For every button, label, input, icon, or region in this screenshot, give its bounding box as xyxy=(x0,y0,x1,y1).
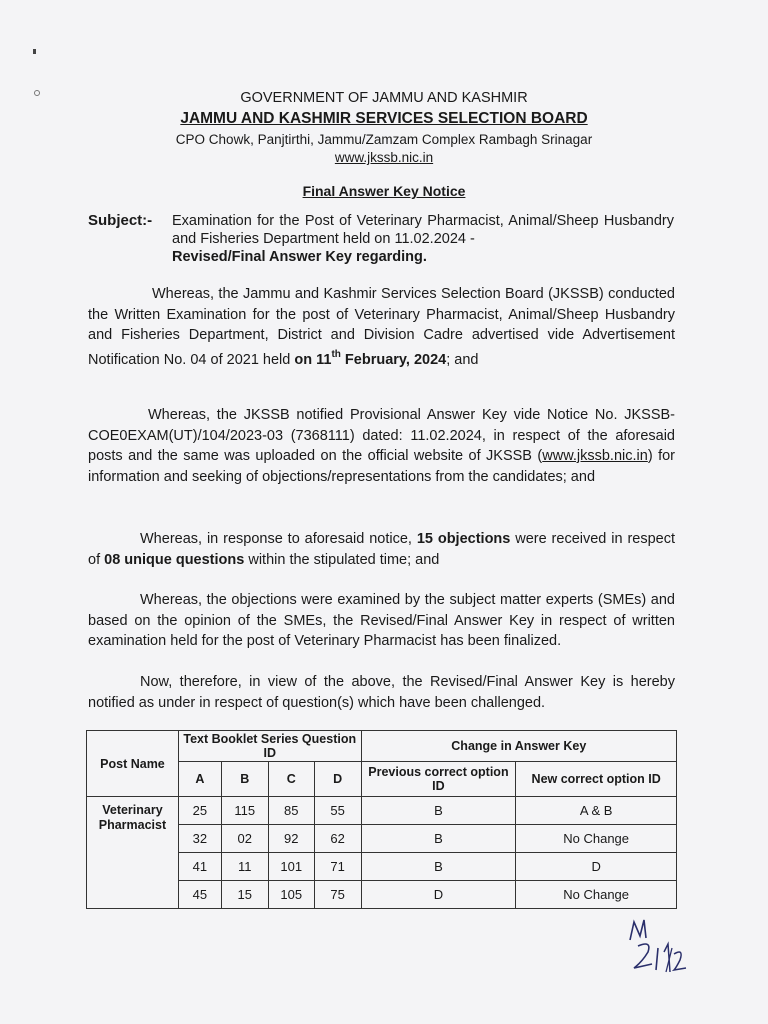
cell-b: 02 xyxy=(221,825,268,853)
cell-previous: D xyxy=(361,881,516,909)
handwritten-signature xyxy=(612,912,702,982)
p3-text: Whereas, in response to aforesaid notice, xyxy=(140,531,417,547)
p1-sup: th xyxy=(331,349,341,361)
cell-c: 92 xyxy=(268,825,314,853)
new-option-header: New correct option ID xyxy=(516,762,677,797)
previous-option-header: Previous correct option ID xyxy=(361,762,516,797)
notice-title: Final Answer Key Notice xyxy=(302,183,466,199)
board-address: CPO Chowk, Panjtirthi, Jammu/Zamzam Complex Rambagh Srinagar xyxy=(175,132,593,147)
subject-label: Subject:- xyxy=(88,212,153,229)
cell-new: No Change xyxy=(516,825,677,853)
paragraph-4: Whereas, the objections were examined by the subject matter experts (SMEs) and based on the opinion of the SMEs, the Revised/Final Answer Key in respect of written examination held for the post of Veterinary Pharmacist has been finalized. xyxy=(88,592,675,649)
subject-bold: Revised/Final Answer Key regarding. xyxy=(172,249,427,265)
subject-text xyxy=(172,212,674,266)
p1-text: Whereas, the Jammu and Kashmir Services Selection Board (JKSSB) conducted the Written Examination for the post of Veterinary Pharmacist, Animal/Sheep Husbandry and Fisheries Department, District and Division Cadre advertised vide Advertisement Notification No. 04 of 2021 held xyxy=(88,286,675,368)
cell-b: 11 xyxy=(221,853,268,881)
cell-new: No Change xyxy=(516,881,677,909)
cell-a: 25 xyxy=(178,797,221,825)
series-c-header: C xyxy=(268,762,314,797)
cell-a: 41 xyxy=(178,853,221,881)
p2-website-link[interactable]: www.jkssb.nic.in xyxy=(542,448,648,464)
government-heading: GOVERNMENT OF JAMMU AND KASHMIR xyxy=(240,90,528,106)
cell-d: 71 xyxy=(314,853,361,881)
cell-d: 75 xyxy=(314,881,361,909)
series-d-header: D xyxy=(314,762,361,797)
subject-body: Examination for the Post of Veterinary Pharmacist, Animal/Sheep Husbandry and Fisheries Department held on 11.02.2024 - xyxy=(172,213,674,247)
cell-c: 85 xyxy=(268,797,314,825)
p2-text: Whereas, the JKSSB notified Provisional Answer Key vide Notice No. JKSSB-COE0EXAM(UT)/104/2023-03 (7368111) dated: 11.02.2024, in respect of the aforesaid posts and the same was uploaded on the official website of JKSSB ( xyxy=(88,407,675,464)
p1-date-bold: on 11 xyxy=(294,351,332,368)
p3-mid: were received in respect of xyxy=(88,531,675,568)
paragraph-3 xyxy=(88,529,675,570)
website-link[interactable]: www.jkssb.nic.in xyxy=(334,150,434,165)
p3-end: within the stipulated time; and xyxy=(244,551,440,568)
cell-a: 32 xyxy=(178,825,221,853)
answer-key-table xyxy=(86,730,677,909)
cell-a: 45 xyxy=(178,881,221,909)
cell-new: D xyxy=(516,853,677,881)
change-header: Change in Answer Key xyxy=(361,731,676,762)
cell-previous: B xyxy=(361,797,516,825)
cell-c: 101 xyxy=(268,853,314,881)
cell-b: 115 xyxy=(221,797,268,825)
series-a-header: A xyxy=(178,762,221,797)
cell-b: 15 xyxy=(221,881,268,909)
cell-c: 105 xyxy=(268,881,314,909)
post-name-header: Post Name xyxy=(87,731,179,797)
cell-previous: B xyxy=(361,853,516,881)
table-row xyxy=(87,797,677,825)
p3-objections: 15 objections xyxy=(416,531,511,547)
cell-d: 55 xyxy=(314,797,361,825)
paragraph-2 xyxy=(88,405,675,487)
scan-mark xyxy=(33,49,36,54)
p3-questions: 08 unique questions xyxy=(104,551,245,568)
p1-date-bold-2: February, 2024 xyxy=(340,351,447,368)
cell-previous: B xyxy=(361,825,516,853)
p1-end: ; and xyxy=(446,351,479,368)
p2-end: ) for information and seeking of objections/representations from the candidates; and xyxy=(88,448,675,485)
cell-new: A & B xyxy=(516,797,677,825)
series-header: Text Booklet Series Question ID xyxy=(178,731,361,762)
cell-d: 62 xyxy=(314,825,361,853)
post-name-cell: Veterinary Pharmacist xyxy=(87,797,179,909)
series-b-header: B xyxy=(221,762,268,797)
paragraph-1 xyxy=(88,284,675,370)
board-heading: JAMMU AND KASHMIR SERVICES SELECTION BOARD xyxy=(180,110,588,127)
paragraph-5: Now, therefore, in view of the above, the Revised/Final Answer Key is hereby notified as under in respect of question(s) which have been challenged. xyxy=(88,674,675,711)
